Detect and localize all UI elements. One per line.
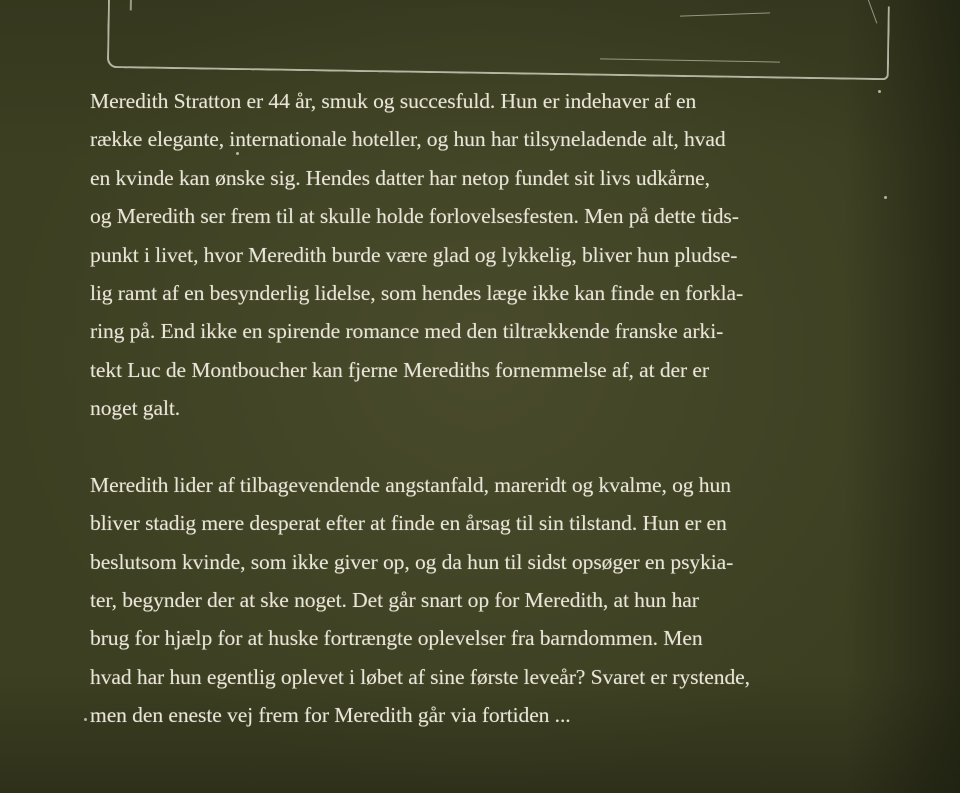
text-line: ter, begynder der at ske noget. Det går snart op for Meredith, at hun har bbox=[90, 588, 699, 613]
back-cover-blurb bbox=[90, 82, 890, 735]
text-line: en kvinde kan ønske sig. Hendes datter har netop fundet sit livs udkårne, bbox=[90, 165, 710, 190]
text-line: men den eneste vej frem for Meredith går via fortiden ... bbox=[90, 703, 571, 728]
text-line: punkt i livet, hvor Meredith burde være glad og lykkelig, bliver hun pludse- bbox=[90, 242, 738, 267]
dust-speck bbox=[84, 718, 87, 721]
text-line: bliver stadig mere desperat efter at finde en årsag til sin tilstand. Hun er en bbox=[90, 511, 727, 536]
text-line: brug for hjælp for at huske fortrængte oplevelser fra barndommen. Men bbox=[90, 626, 703, 651]
text-line: ring på. End ikke en spirende romance med den tiltrækkende franske arki- bbox=[90, 319, 724, 344]
text-line: noget galt. bbox=[90, 396, 181, 421]
text-line: Meredith lider af tilbagevendende angstanfald, mareridt og kvalme, og hun bbox=[90, 472, 731, 497]
text-line: beslutsom kvinde, som ikke giver op, og da hun til sidst opsøger en psykia- bbox=[90, 549, 734, 574]
text-line: hvad har hun egentlig oplevet i løbet af sine første leveår? Svaret er rystende, bbox=[90, 664, 750, 689]
text-line: og Meredith ser frem til at skulle holde forlovelsesfesten. Men på dette tids- bbox=[90, 204, 739, 229]
text-line: tekt Luc de Montboucher kan fjerne Merediths fornemmelse af, at der er bbox=[90, 357, 709, 382]
text-line: række elegante, internationale hoteller, og hun har tilsyneladende alt, hvad bbox=[90, 127, 726, 152]
blurb-paragraph bbox=[90, 466, 890, 735]
text-line: lig ramt af en besynderlig lidelse, som hendes læge ikke kan finde en forkla- bbox=[90, 280, 744, 305]
worn-label-frame bbox=[107, 0, 890, 80]
blurb-paragraph bbox=[90, 82, 890, 428]
text-line: Meredith Stratton er 44 år, smuk og succesfuld. Hun er indehaver af en bbox=[90, 89, 697, 113]
